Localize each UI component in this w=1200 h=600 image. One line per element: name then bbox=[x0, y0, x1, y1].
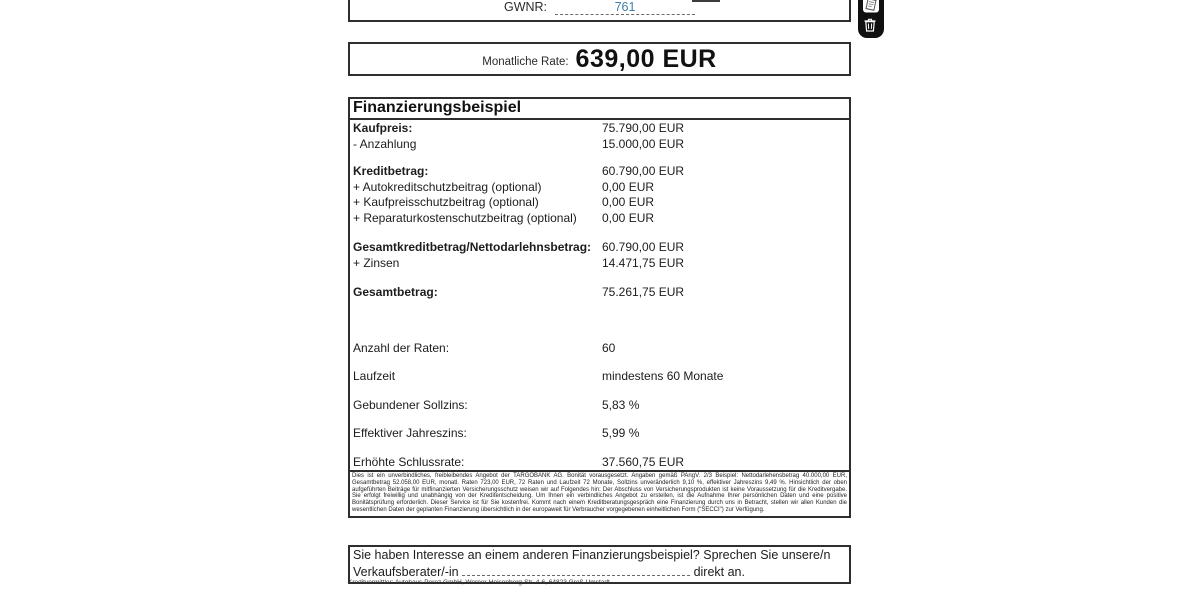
finance-row-value: mindestens 60 Monate bbox=[602, 369, 724, 383]
note-page-icon bbox=[862, 0, 880, 13]
finance-row-spacer bbox=[353, 271, 846, 285]
contact-question-text: Sie haben Interesse an einem anderen Finanzierungsbeispiel? Sprechen Sie unsere/n Verkaufsberater/-in bbox=[353, 548, 831, 579]
finance-row-label: + Zinsen bbox=[353, 255, 400, 270]
finance-row-value: 0,00 EUR bbox=[602, 179, 655, 194]
trash-button[interactable] bbox=[862, 16, 880, 33]
finance-row bbox=[353, 285, 846, 301]
finance-row-value: 60.790,00 EUR bbox=[602, 240, 685, 254]
finance-row-spacer bbox=[353, 442, 846, 455]
finance-row-label: Gesamtbetrag: bbox=[353, 285, 438, 299]
finance-row-label: Gebundener Sollzins: bbox=[353, 397, 468, 412]
finance-row-label: Kaufpreis: bbox=[353, 121, 413, 135]
gwnr-label: GWNR: bbox=[503, 0, 548, 14]
finance-row-value: 14.471,75 EUR bbox=[602, 255, 685, 270]
finance-row-spacer bbox=[353, 385, 846, 398]
gwnr-field[interactable]: 761 bbox=[555, 0, 695, 15]
finance-row bbox=[353, 137, 846, 153]
finance-row-spacer bbox=[353, 413, 846, 426]
monthly-rate-value: 639,00 EUR bbox=[575, 44, 717, 73]
finance-row-spacer bbox=[353, 356, 846, 369]
finance-row-spacer bbox=[353, 301, 846, 341]
trash-icon bbox=[862, 17, 880, 33]
financing-rows bbox=[350, 120, 849, 470]
finance-row-label: Effektiver Jahreszins: bbox=[353, 426, 467, 440]
finance-row-value: 0,00 EUR bbox=[602, 195, 655, 209]
finance-row-label: Erhöhte Schlussrate: bbox=[353, 454, 465, 469]
finance-row-label: Kreditbetrag: bbox=[353, 164, 429, 178]
finance-row bbox=[353, 211, 846, 227]
financing-example-title: Finanzierungsbeispiel bbox=[350, 99, 849, 120]
finance-row bbox=[353, 240, 846, 256]
floating-annotation-widget bbox=[858, 0, 884, 38]
finance-row bbox=[353, 121, 846, 137]
finance-row bbox=[353, 341, 846, 357]
monthly-rate-box bbox=[348, 42, 851, 76]
finance-row-value: 37.560,75 EUR bbox=[602, 454, 685, 469]
finance-row-label: Anzahl der Raten: bbox=[353, 340, 450, 355]
finance-row-value: 5,99 % bbox=[602, 426, 640, 440]
finance-row-spacer bbox=[353, 152, 846, 164]
finance-row-label: + Kaufpreisschutzbeitrag (optional) bbox=[353, 195, 539, 209]
contact-question-suffix: direkt an. bbox=[690, 564, 745, 579]
credit-broker-line: Kreditvermittler: Autohaus Perez GmbH, Werner-Heisenberg-Str. 4-6, 64823 Groß-Umstadt bbox=[348, 579, 610, 586]
finance-row-spacer bbox=[353, 226, 846, 240]
finance-row bbox=[353, 455, 846, 471]
finance-row bbox=[353, 426, 846, 442]
monthly-rate-label: Monatliche Rate: bbox=[482, 56, 569, 68]
gwnr-box bbox=[348, 0, 851, 22]
finance-row-value: 0,00 EUR bbox=[602, 210, 655, 225]
disclaimer-text: Dies ist ein unverbindliches, freibleibendes Angebot der TARGOBANK AG. Bonität vorausgesetzt. Angaben gemäß PAngV. 2/3 Beispiel: Nettodarlehensbetrag 40.000,00 EUR, Gesamtbetrag 52.058,00 EUR, monatl. Raten 723,00 EUR, 72 Raten und Laufzeit 72 Monate, Sollzins unveränderlich 9,10 %, effektiver Jahreszins 9,49 %. Hinsichtlich der oben aufgeführten Beiträge für mitfinanzierten Versicherungsschutz weisen wir auf Folgendes hin: Der Abschluss von Versicherungsprodukten ist keine Voraussetzung für die Kreditvergabe. Sie erfolgt freiwillig und unabhängig von der Kreditentscheidung. Um Ihnen ein verbindliches Angebot zu erstellen, ist die Aufnahme Ihrer persönlichen Daten und eine positive Bonitätsprüfung erforderlich. Dieser Service ist für Sie kostenfrei. Kommt nach einem Kreditberatungsgespräch eine Finanzierung durch uns in Betracht, stellen wir allen Kunden die wesentlichen Daten der geplanten Finanzierung übersichtlich in der europaweit für Verbraucher vorgegebenen einheitlichen Form ("SECCI") zur Verfügung. bbox=[350, 470, 849, 516]
finance-row bbox=[353, 180, 846, 196]
finance-row bbox=[353, 164, 846, 180]
finance-row-value: 75.790,00 EUR bbox=[602, 121, 685, 135]
finance-row-value: 60.790,00 EUR bbox=[602, 164, 685, 178]
finance-row-label: + Reparaturkostenschutzbeitrag (optional) bbox=[353, 210, 577, 225]
finance-row-label: Gesamtkreditbetrag/Nettodarlehnsbetrag: bbox=[353, 240, 592, 254]
finance-row bbox=[353, 195, 846, 211]
finance-row-label: Laufzeit bbox=[353, 369, 396, 383]
finance-row bbox=[353, 398, 846, 414]
finance-row-label: - Anzahlung bbox=[353, 136, 417, 151]
salesperson-name-blank bbox=[462, 564, 690, 576]
financing-example-box bbox=[348, 97, 851, 518]
finance-row-label: + Autokreditschutzbeitrag (optional) bbox=[353, 179, 542, 194]
finance-row-value: 15.000,00 EUR bbox=[602, 136, 685, 151]
finance-row-value: 60 bbox=[602, 340, 616, 355]
finance-row bbox=[353, 369, 846, 385]
note-page-button[interactable] bbox=[862, 0, 880, 13]
finance-row-value: 75.261,75 EUR bbox=[602, 285, 685, 299]
finance-row bbox=[353, 256, 846, 272]
finance-row-value: 5,83 % bbox=[602, 397, 640, 412]
cut-off-line-fragment bbox=[692, 0, 720, 2]
